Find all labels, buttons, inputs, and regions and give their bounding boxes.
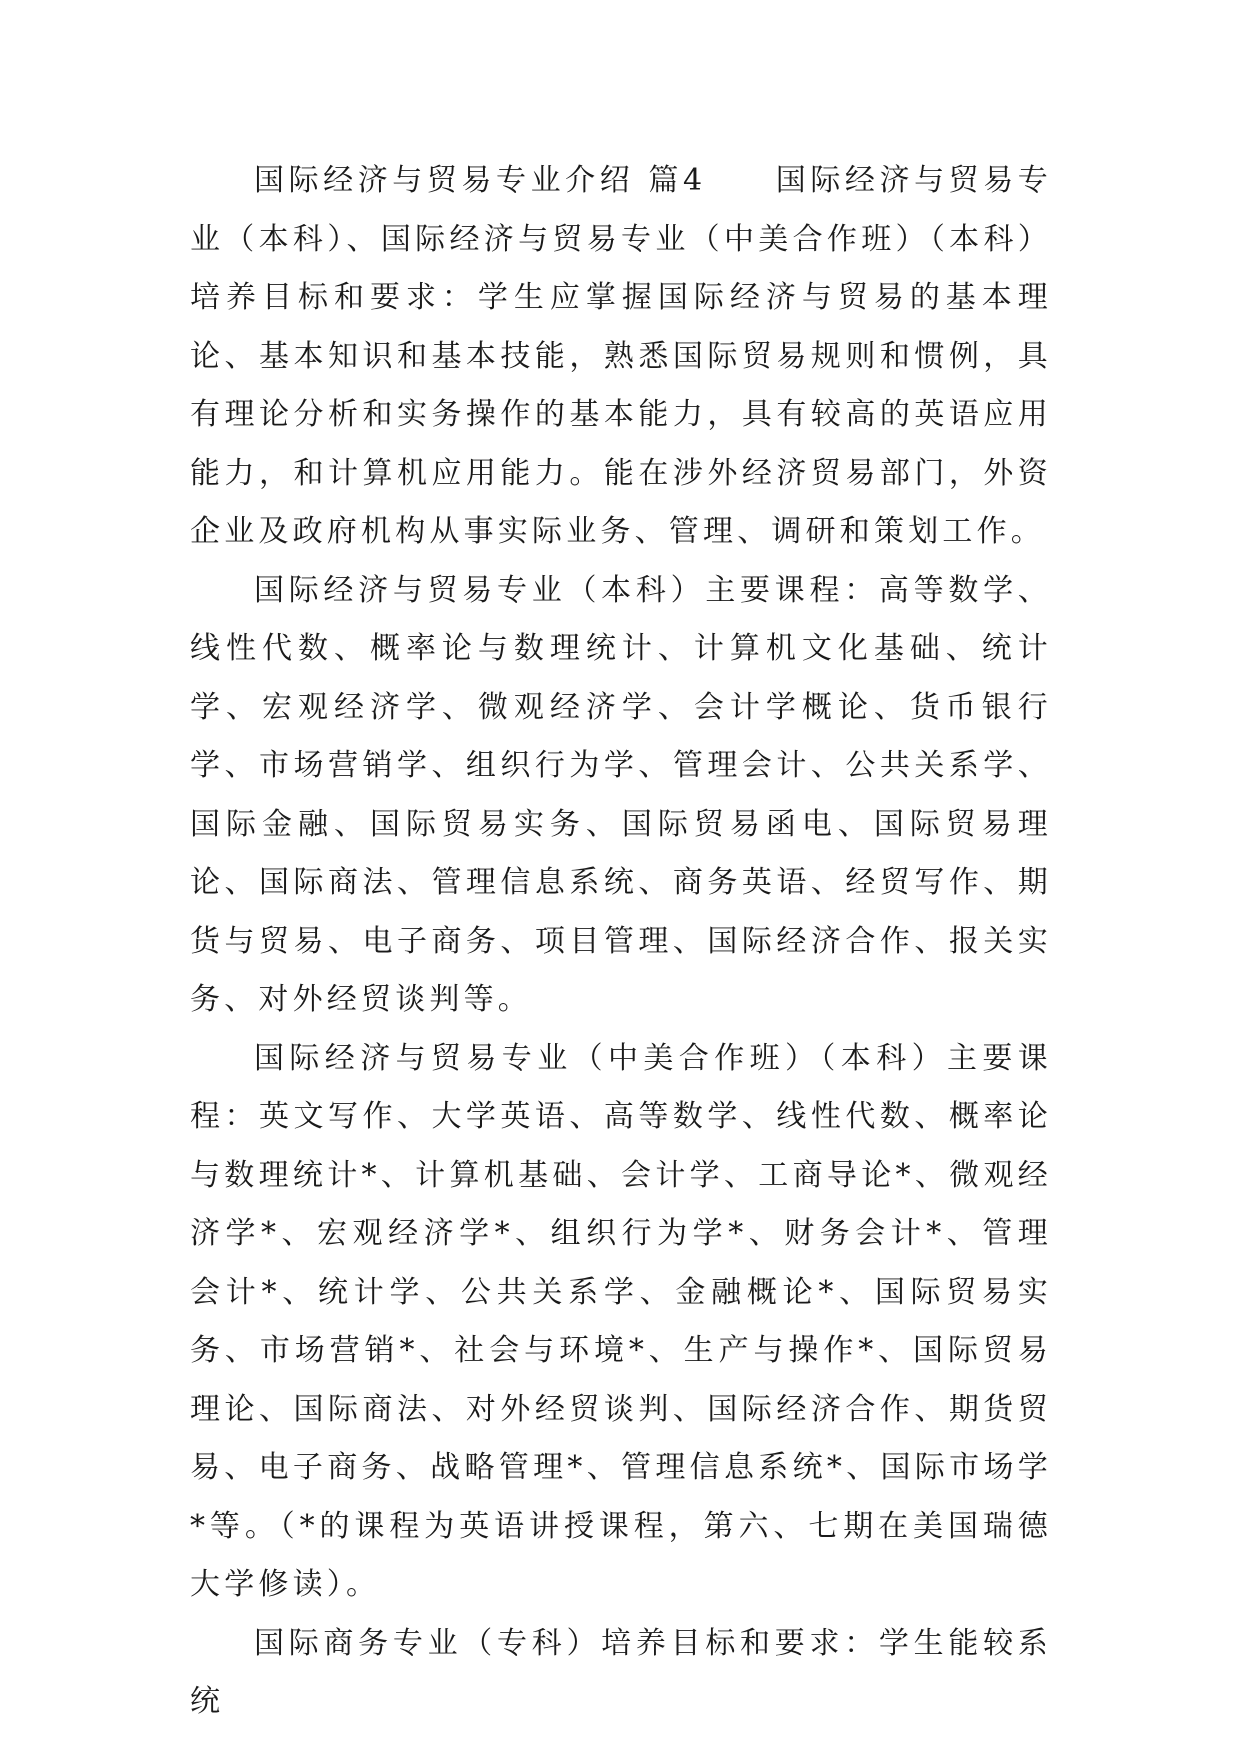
paragraph-sino-us-courses: 国际经济与贸易专业（中美合作班）（本科）主要课程：英文写作、大学英语、高等数学、线性代数、概率论与数理统计*、计算机基础、会计学、工商导论*、微观经济学*、宏观经济学*、组织行为学*、财务会计*、管理会计*、统计学、公共关系学、金融概论*、国际贸易实务、市场营销*、社会与环境*、生产与操作*、国际贸易理论、国际商法、对外经贸谈判、国际经济合作、期货贸易、电子商务、战略管理*、管理信息系统*、国际市场学*等。（*的课程为英语讲授课程，第六、七期在美国瑞德大学修读）。	[190, 1040, 1052, 1602]
paragraph-intl-business-goals: 国际商务专业（专科）培养目标和要求：学生能较系统	[190, 1625, 1052, 1719]
paragraph-training-goals: 国际经济与贸易专业介绍 篇4 国际经济与贸易专业（本科）、国际经济与贸易专业（中美合作班）（本科）培养目标和要求：学生应掌握国际经济与贸易的基本理论、基本知识和基本技能，熟悉国际贸易规则和惯例，具有理论分析和实务操作的基本能力，具有较高的英语应用能力，和计算机应用能力。能在涉外经济贸易部门，外资企业及政府机构从事实际业务、管理、调研和策划工作。	[190, 163, 1052, 549]
document-page	[190, 152, 1052, 1732]
paragraph-undergrad-courses: 国际经济与贸易专业（本科）主要课程：高等数学、线性代数、概率论与数理统计、计算机文化基础、统计学、宏观经济学、微观经济学、会计学概论、货币银行学、市场营销学、组织行为学、管理会计、公共关系学、国际金融、国际贸易实务、国际贸易函电、国际贸易理论、国际商法、管理信息系统、商务英语、经贸写作、期货与贸易、电子商务、项目管理、国际经济合作、报关实务、对外经贸谈判等。	[190, 572, 1052, 1017]
